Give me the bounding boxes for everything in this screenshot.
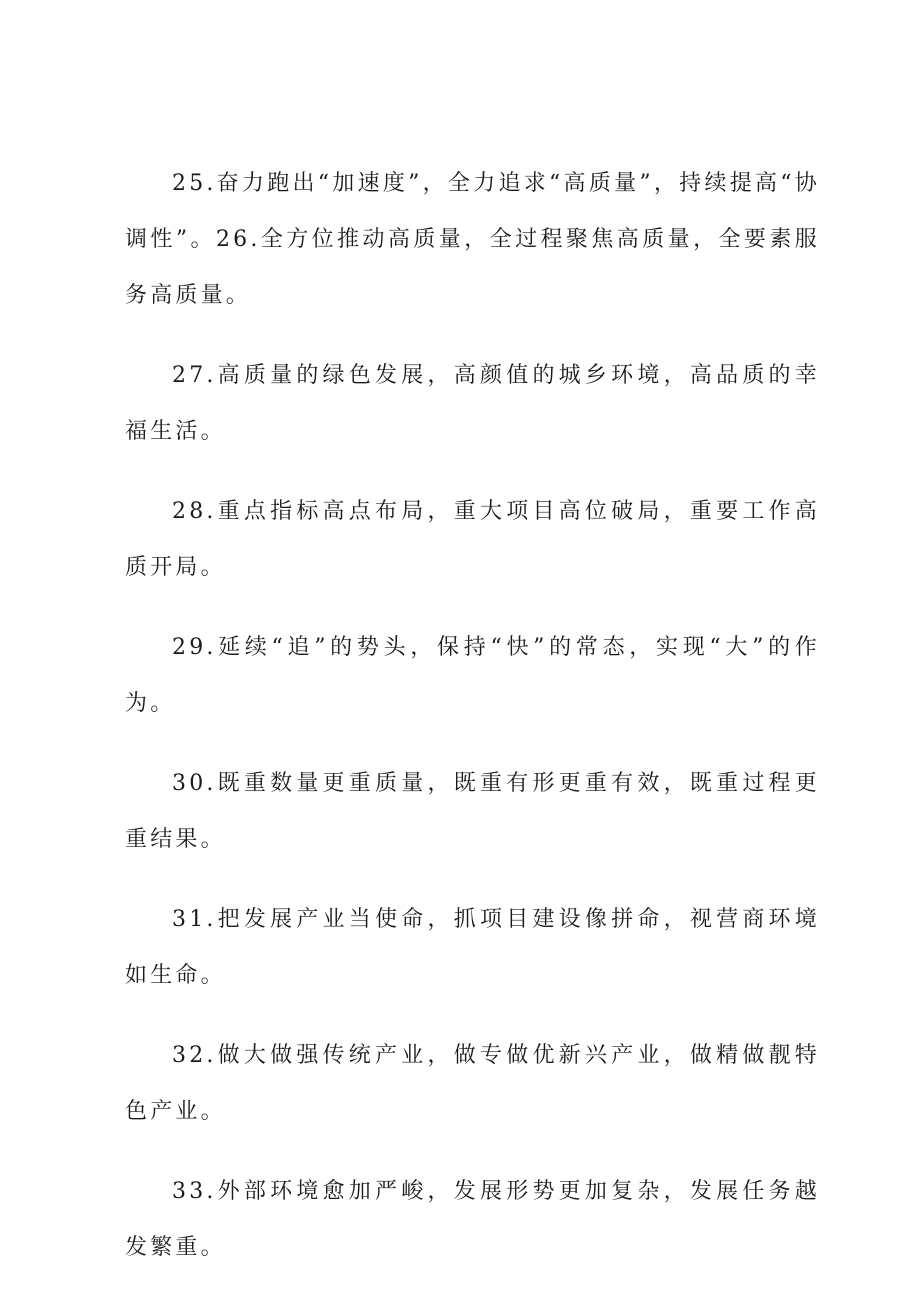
paragraph-25-26: 25.奋力跑出“加速度”，全力追求“高质量”，持续提高“协调性”。26.全方位推动高质量，全过程聚焦高质量，全要素服务高质量。	[125, 171, 820, 308]
paragraph-28: 28.重点指标高点布局，重大项目高位破局，重要工作高质开局。	[125, 499, 820, 580]
paragraph-31: 31.把发展产业当使命，抓项目建设像拼命，视营商环境如生命。	[125, 907, 820, 988]
paragraph-33: 33.外部环境愈加严峻，发展形势更加复杂，发展任务越发繁重。	[125, 1179, 820, 1260]
paragraph-30: 30.既重数量更重质量，既重有形更重有效，既重过程更重结果。	[125, 771, 820, 852]
paragraph-29: 29.延续“追”的势头，保持“快”的常态，实现“大”的作为。	[125, 635, 820, 716]
paragraph-27: 27.高质量的绿色发展，高颜值的城乡环境，高品质的幸福生活。	[125, 363, 820, 444]
paragraph-32: 32.做大做强传统产业，做专做优新兴产业，做精做靓特色产业。	[125, 1043, 820, 1124]
document-body	[125, 156, 820, 1300]
